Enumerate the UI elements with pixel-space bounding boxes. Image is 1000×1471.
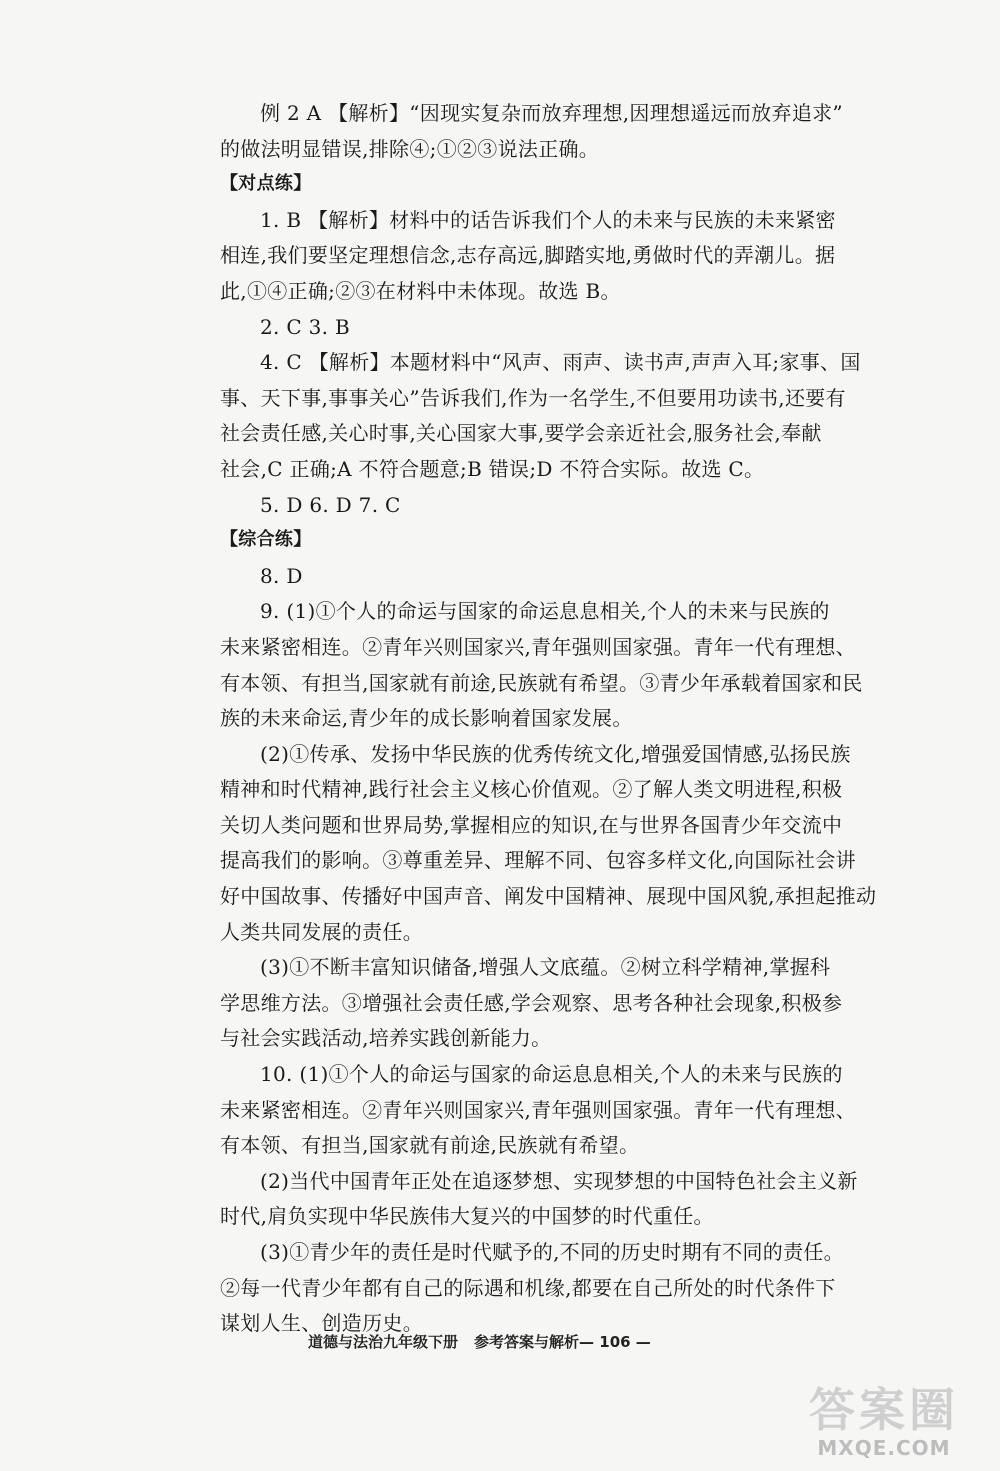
watermark-logo <box>796 1384 972 1464</box>
text-line: 族的未来命运,青少年的成长影响着国家发展。 <box>220 706 633 731</box>
text-line: 关切人类问题和世界局势,掌握相应的知识,在与世界各国青少年交流中 <box>220 812 843 837</box>
section-heading: 【对点练】 <box>220 173 312 195</box>
text-line: 未来紧密相连。②青年兴则国家兴,青年强则国家强。青年一代有理想、 <box>220 634 856 659</box>
page-footer <box>308 1331 667 1352</box>
text-line: (2)当代中国青年正处在追逐梦想、实现梦想的中国特色社会主义新 <box>260 1168 858 1193</box>
text-line: 与社会实践活动,培养实践创新能力。 <box>220 1026 552 1051</box>
text-line: 相连,我们要坚定理想信念,志存高远,脚踏实地,勇做时代的弄潮儿。据 <box>220 243 836 268</box>
text-line: 5. D 6. D 7. C <box>260 492 401 517</box>
text-line: (3)①不断丰富知识储备,增强人文底蕴。②树立科学精神,掌握科 <box>260 955 831 980</box>
text-line: (3)①青少年的责任是时代赋予的,不同的历史时期有不同的责任。 <box>260 1240 844 1264</box>
text-line: 人类共同发展的责任。 <box>220 919 423 944</box>
text-line: 未来紧密相连。②青年兴则国家兴,青年强则国家强。青年一代有理想、 <box>220 1097 856 1122</box>
text-line: 2. C 3. B <box>260 314 350 339</box>
text-line: 事、天下事,事事关心”告诉我们,作为一名学生,不但要用功读书,还要有 <box>220 385 846 410</box>
text-line: 时代,肩负实现中华民族伟大复兴的中国梦的时代重任。 <box>220 1204 714 1229</box>
text-line: 10. (1)①个人的命运与国家的命运息息相关,个人的未来与民族的 <box>260 1062 843 1087</box>
text-line: 谋划人生、创造历史。 <box>220 1311 423 1336</box>
text-line: 提高我们的影响。③尊重差异、理解不同、包容多样文化,向国际社会讲 <box>220 848 856 873</box>
watermark-url: MXQE.COM <box>817 1436 951 1460</box>
text-line: (2)①传承、发扬中华民族的优秀传统文化,增强爱国情感,弘扬民族 <box>260 741 851 766</box>
text-line: 学思维方法。③增强社会责任感,学会观察、思考各种社会现象,积极参 <box>220 990 843 1015</box>
text-line: 社会责任感,关心时事,关心国家大事,要学会亲近社会,服务社会,奉献 <box>220 421 822 446</box>
text-line: 好中国故事、传播好中国声音、阐发中国精神、展现中国风貌,承担起推动 <box>220 884 877 909</box>
text-line: 1. B 【解析】材料中的话告诉我们个人的未来与民族的未来紧密 <box>260 207 836 232</box>
text-line: 9. (1)①个人的命运与国家的命运息息相关,个人的未来与民族的 <box>260 599 830 624</box>
footer-page-number: — 106 — <box>579 1333 651 1351</box>
text-line: 有本领、有担当,国家就有前途,民族就有希望。 <box>220 1133 640 1158</box>
footer-section-title: 参考答案与解析 <box>474 1333 580 1351</box>
text-line: 例 2 A 【解析】“因现实复杂而放弃理想,因理想遥远而放弃追求” <box>260 101 843 125</box>
text-line: ②每一代青少年都有自己的际遇和机缘,都要在自己所处的时代条件下 <box>220 1275 836 1300</box>
text-line: 8. D <box>260 563 303 588</box>
text-line: 精神和时代精神,践行社会主义核心价值观。②了解人类文明进程,积极 <box>220 777 843 802</box>
text-line: 此,①④正确;②③在材料中未体现。故选 B。 <box>220 278 621 303</box>
watermark-text: 答案圈 <box>809 1383 959 1437</box>
text-line: 有本领、有担当,国家就有前途,民族就有希望。③青少年承载着国家和民 <box>220 670 863 695</box>
text-line: 4. C 【解析】本题材料中“风声、雨声、读书声,声声入耳;家事、国 <box>260 350 861 375</box>
text-line: 社会,C 正确;A 不符合题意;B 错误;D 不符合实际。故选 C。 <box>220 456 765 481</box>
section-heading: 【综合练】 <box>220 529 312 551</box>
answer-page <box>220 98 877 1344</box>
text-line: 的做法明显错误,排除④;①②③说法正确。 <box>220 136 600 161</box>
footer-book-title: 道德与法治九年级下册 <box>308 1333 459 1351</box>
